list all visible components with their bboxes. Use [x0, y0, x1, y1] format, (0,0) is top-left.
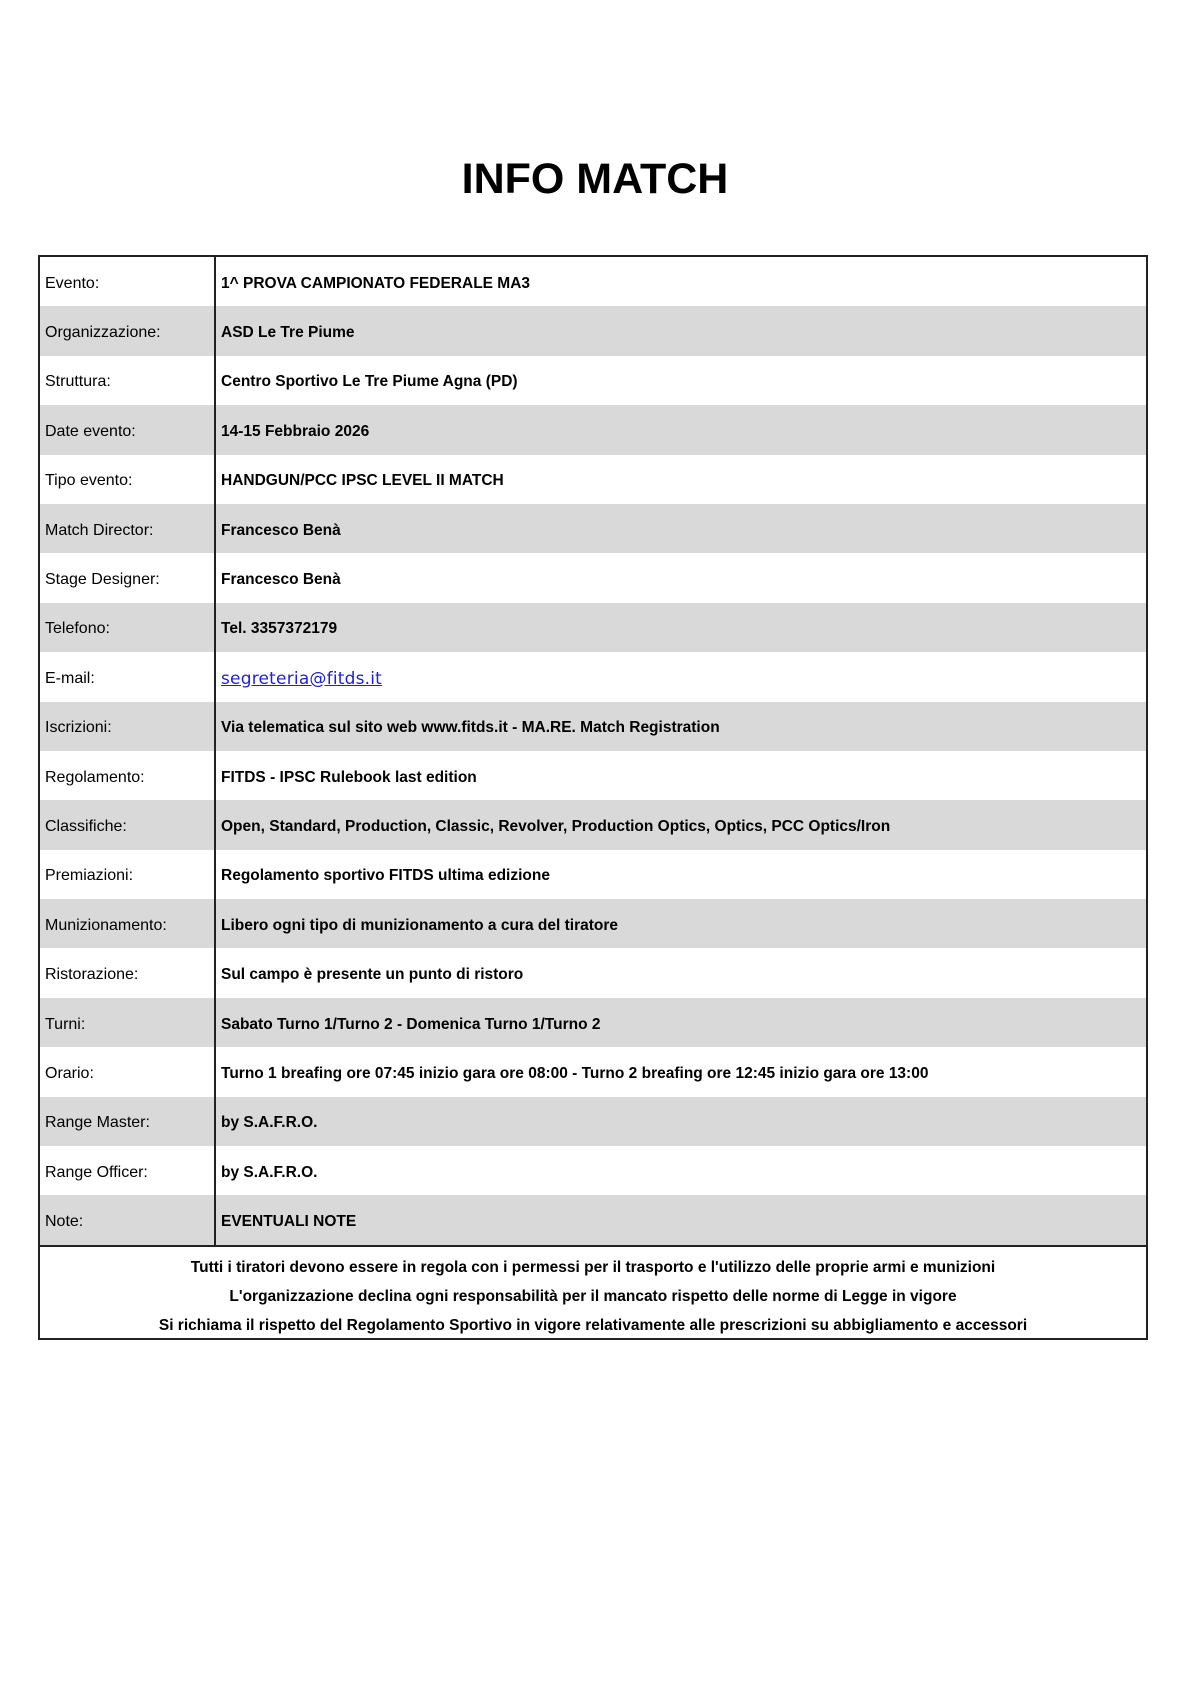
value-classifiche: Open, Standard, Production, Classic, Revolver, Production Optics, Optics, PCC Optics/Iron [221, 817, 891, 835]
label-email: E-mail: [40, 652, 216, 701]
row-organizzazione [40, 306, 1146, 355]
row-match-director [40, 504, 1146, 553]
value-premiazioni: Regolamento sportivo FITDS ultima edizione [221, 867, 550, 885]
value-email [216, 652, 1146, 701]
value-note: EVENTUALI NOTE [221, 1213, 357, 1231]
value-evento: 1^ PROVA CAMPIONATO FEDERALE MA3 [221, 274, 531, 292]
row-tipo-evento [40, 455, 1146, 504]
value-ristorazione: Sul campo è presente un punto di ristoro [221, 966, 524, 984]
row-ristorazione [40, 948, 1146, 997]
disclaimer-notes [40, 1245, 1146, 1338]
info-table [38, 255, 1148, 1340]
row-email [40, 652, 1146, 701]
value-stage-designer: Francesco Benà [221, 571, 341, 589]
label-tipo-evento: Tipo evento: [40, 455, 216, 504]
label-range-officer: Range Officer: [40, 1146, 216, 1195]
label-match-director: Match Director: [40, 504, 216, 553]
email-link[interactable]: segreteria@fitds.it [221, 668, 383, 689]
row-premiazioni [40, 850, 1146, 899]
label-struttura: Struttura: [40, 356, 216, 405]
value-range-officer: by S.A.F.R.O. [221, 1163, 318, 1181]
value-iscrizioni: Via telematica sul sito web www.fitds.it - MA.RE. Match Registration [221, 719, 720, 737]
row-iscrizioni [40, 702, 1146, 751]
row-struttura [40, 356, 1146, 405]
value-organizzazione: ASD Le Tre Piume [221, 324, 355, 342]
value-regolamento: FITDS - IPSC Rulebook last edition [221, 768, 477, 786]
label-classifiche: Classifiche: [40, 800, 216, 849]
label-iscrizioni: Iscrizioni: [40, 702, 216, 751]
label-premiazioni: Premiazioni: [40, 850, 216, 899]
label-munizionamento: Munizionamento: [40, 899, 216, 948]
row-note [40, 1195, 1146, 1244]
disclaimer-line: Tutti i tiratori devono essere in regola con i permessi per il trasporto e l'utilizzo delle proprie armi e munizioni [190, 1258, 996, 1276]
row-munizionamento [40, 899, 1146, 948]
label-note: Note: [40, 1195, 216, 1244]
row-stage-designer [40, 553, 1146, 602]
label-orario: Orario: [40, 1047, 216, 1096]
label-stage-designer: Stage Designer: [40, 553, 216, 602]
row-range-master [40, 1097, 1146, 1146]
row-orario [40, 1047, 1146, 1096]
row-telefono [40, 603, 1146, 652]
value-turni: Sabato Turno 1/Turno 2 - Domenica Turno 1/Turno 2 [221, 1015, 601, 1033]
value-date-evento: 14-15 Febbraio 2026 [221, 422, 370, 440]
value-struttura: Centro Sportivo Le Tre Piume Agna (PD) [221, 373, 518, 391]
value-munizionamento: Libero ogni tipo di munizionamento a cura del tiratore [221, 916, 618, 934]
label-regolamento: Regolamento: [40, 751, 216, 800]
row-classifiche [40, 800, 1146, 849]
row-regolamento [40, 751, 1146, 800]
label-date-evento: Date evento: [40, 405, 216, 454]
value-range-master: by S.A.F.R.O. [221, 1114, 318, 1132]
label-organizzazione: Organizzazione: [40, 306, 216, 355]
label-range-master: Range Master: [40, 1097, 216, 1146]
value-tipo-evento: HANDGUN/PCC IPSC LEVEL II MATCH [221, 472, 504, 490]
row-turni [40, 998, 1146, 1047]
disclaimer-line: L'organizzazione declina ogni responsabilità per il mancato rispetto delle norme di Legge in vigore [229, 1287, 957, 1305]
label-ristorazione: Ristorazione: [40, 948, 216, 997]
label-telefono: Telefono: [40, 603, 216, 652]
label-evento: Evento: [40, 257, 216, 306]
row-date-evento [40, 405, 1146, 454]
disclaimer-line: Si richiama il rispetto del Regolamento Sportivo in vigore relativamente alle prescrizioni su abbigliamento e accessori [158, 1316, 1028, 1334]
value-orario: Turno 1 breafing ore 07:45 inizio gara ore 08:00 - Turno 2 breafing ore 12:45 inizio gara ore 13:00 [221, 1064, 929, 1082]
value-telefono: Tel. 3357372179 [221, 620, 338, 638]
row-range-officer [40, 1146, 1146, 1195]
label-turni: Turni: [40, 998, 216, 1047]
value-match-director: Francesco Benà [221, 521, 341, 539]
row-evento [40, 257, 1146, 306]
page-title: INFO MATCH [461, 155, 729, 203]
